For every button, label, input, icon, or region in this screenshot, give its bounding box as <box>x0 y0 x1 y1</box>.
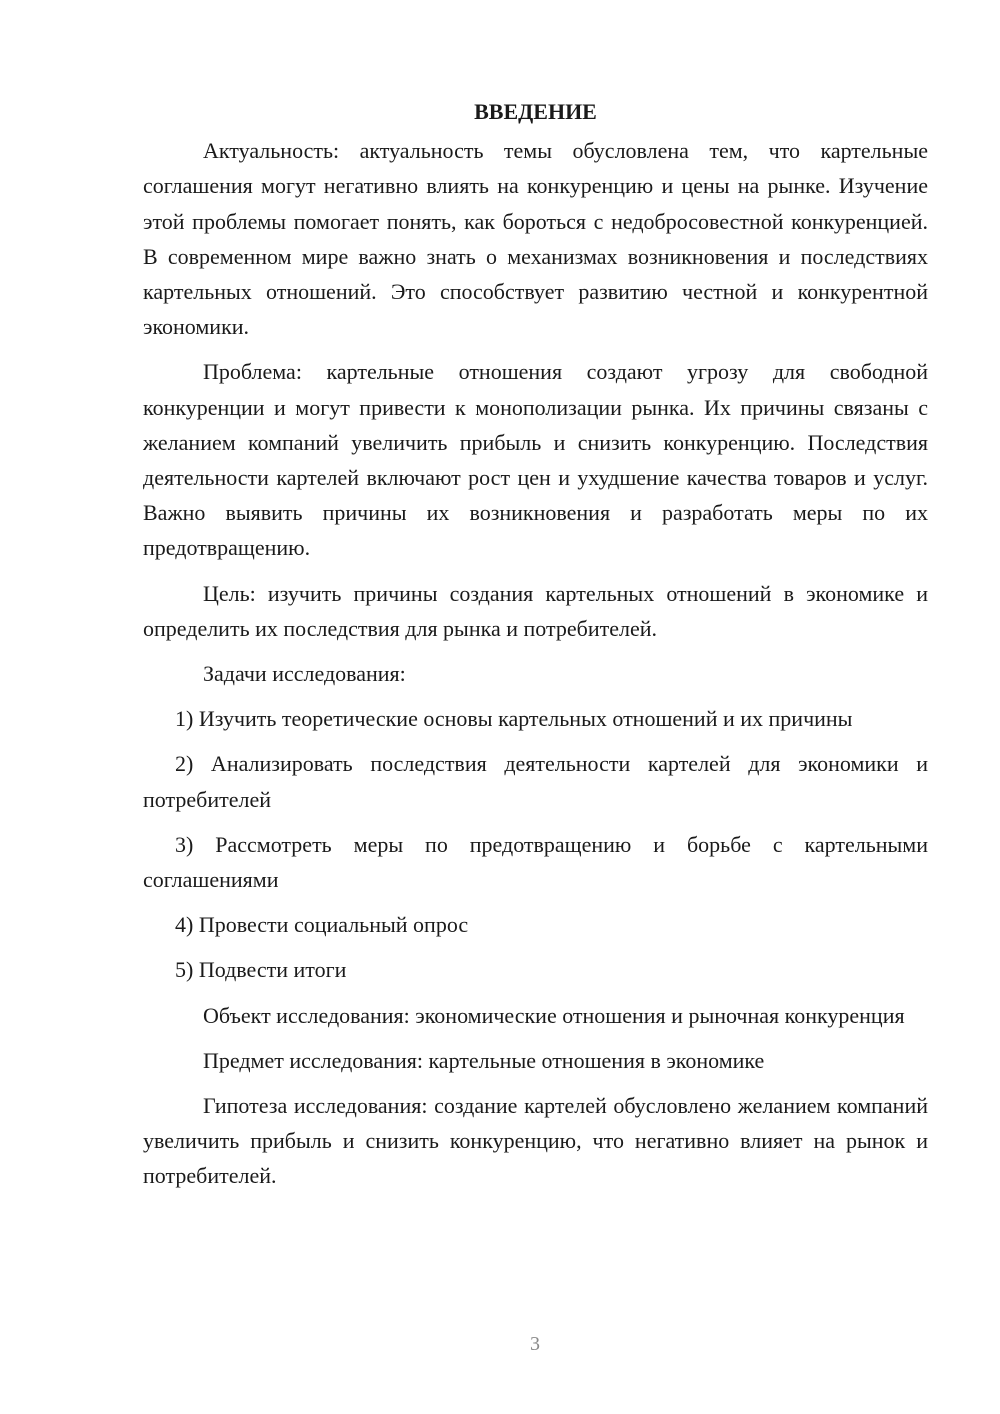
document-page <box>143 94 928 1204</box>
paragraph-goal: Цель: изучить причины создания картельных отношений в экономике и определить их последствия для рынка и потребителей. <box>143 580 928 641</box>
paragraph-subject: Предмет исследования: картельные отношения в экономике <box>203 1047 765 1073</box>
paragraph-relevance: Актуальность: актуальность темы обусловлена тем, что картельные соглашения могут негативно влиять на конкуренцию и цены на рынке. Изучение этой проблемы помогает понять, как бороться с недобросовестной конкуренцией. В современном мире важно знать о механизмах возникновения и последствиях картельных отношений. Это способствует развитию честной и конкурентной экономики. <box>143 138 928 340</box>
paragraph-object: Объект исследования: экономические отношения и рыночная конкуренция <box>203 1002 905 1028</box>
task-item: 5) Подвести итоги <box>175 957 347 983</box>
paragraph-hypothesis: Гипотеза исследования: создание картелей обусловлено желанием компаний увеличить прибыль и снизить конкуренцию, что негативно влияет на рынок и потребителей. <box>143 1093 928 1189</box>
task-item: 3) Рассмотреть меры по предотвращению и борьбе с картельными соглашениями <box>143 831 928 893</box>
paragraph-problem: Проблема: картельные отношения создают угрозу для свободной конкуренции и могут привести к монополизации рынка. Их причины связаны с желанием компаний увеличить прибыль и снизить конкуренцию. Последствия деятельности картелей включают рост цен и ухудшение качества товаров и услуг. Важно выявить причины их возникновения и разработать меры по их предотвращению. <box>143 359 928 561</box>
paragraph-tasks-heading: Задачи исследования: <box>203 661 406 687</box>
task-item: 2) Анализировать последствия деятельности картелей для экономики и потребителей <box>143 751 928 812</box>
task-item: 1) Изучить теоретические основы картельных отношений и их причины <box>175 706 853 732</box>
page-number: 3 <box>530 1333 540 1355</box>
task-item: 4) Провести социальный опрос <box>175 912 469 938</box>
section-title: ВВЕДЕНИЕ <box>474 99 597 124</box>
